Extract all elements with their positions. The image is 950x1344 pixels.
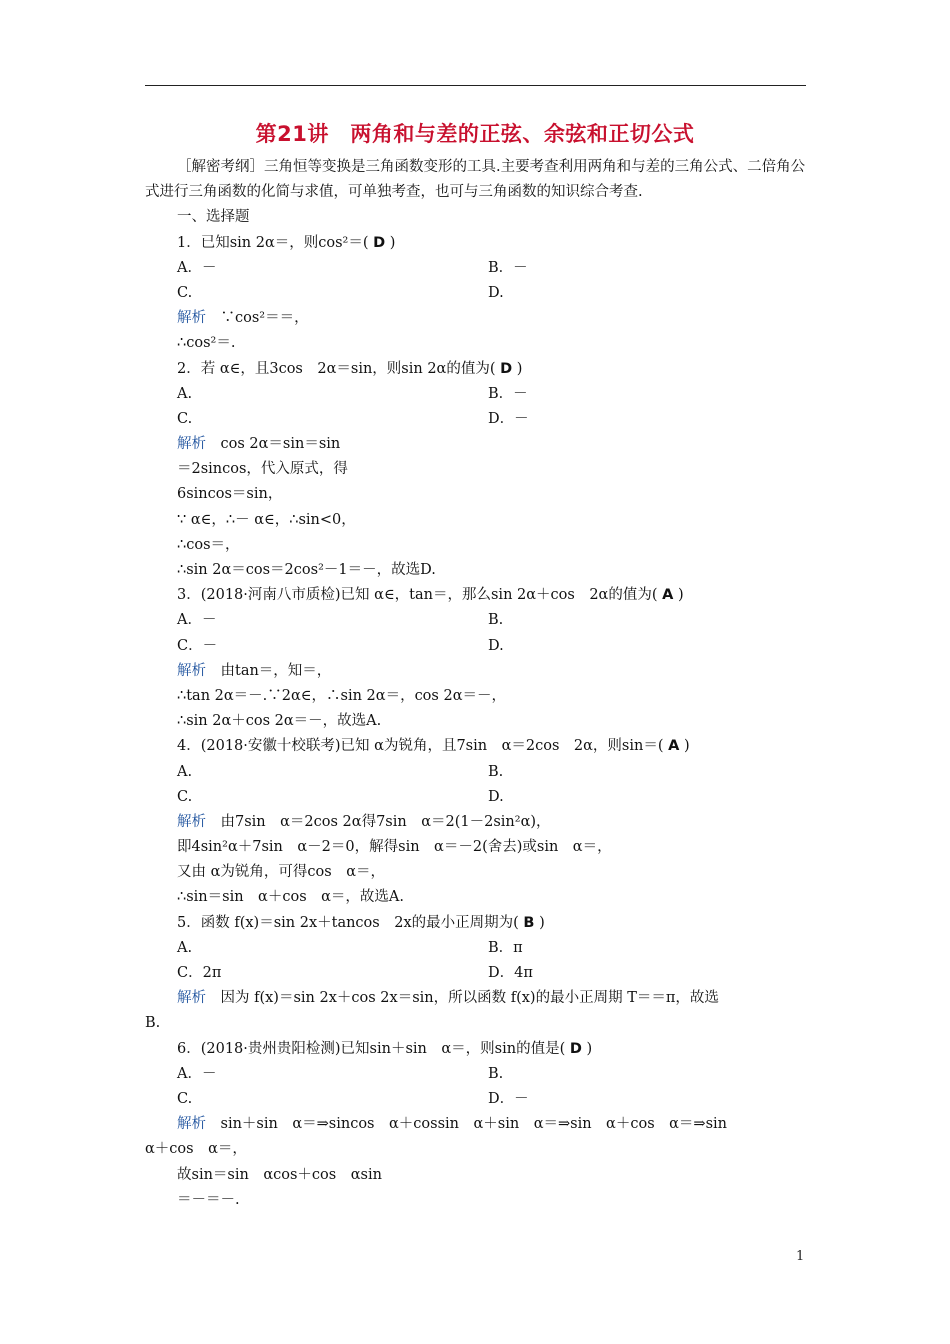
question-4-options-cd	[145, 785, 807, 810]
option-b: B.	[488, 1065, 504, 1082]
page-title: 第21讲 两角和与差的正弦、余弦和正切公式	[255, 122, 695, 146]
question-5-stem: 5．函数 f(x)＝sin 2x＋tancos 2x的最小正周期为( B )	[177, 914, 545, 931]
option-d: D．－	[488, 410, 529, 427]
option-d: D．－	[488, 1090, 529, 1107]
solution-line: 即4sin²α＋7sin α－2＝0，解得sin α＝－2(舍去)或sin α＝，	[177, 839, 612, 856]
question-3-stem: 3．(2018·河南八市质检)已知 α∈，tan＝，那么sin 2α＋cos 2α的值为( A )	[177, 587, 684, 604]
solution-line: ∴cos²＝.	[177, 335, 236, 352]
question-1-solution: 解析 ∵cos²＝＝，	[177, 310, 309, 327]
solution-tag: 解析	[177, 813, 206, 830]
question-3-options-ab	[145, 608, 807, 633]
question-5-options-cd	[145, 961, 807, 986]
solution-line: ∴sin＝sin α＋cos α＝，故选A.	[177, 889, 405, 906]
solution-line: ∴sin 2α＋cos 2α＝－，故选A.	[177, 713, 382, 730]
question-4-options-ab	[145, 760, 807, 785]
question-2-solution: 解析 cos 2α＝sin＝sin	[177, 436, 341, 453]
option-c: C．2π	[177, 965, 222, 982]
question-6-stem: 6．(2018·贵州贵阳检测)已知sin＋sin α＝，则sin的值是( D )	[177, 1040, 593, 1057]
solution-line: ＝－＝－.	[177, 1191, 240, 1208]
option-a: A.	[177, 939, 193, 956]
question-1-stem: 1．已知sin 2α＝，则cos²＝( D )	[177, 234, 396, 251]
option-b: B．－	[488, 259, 528, 276]
question-2-options-cd	[145, 407, 807, 432]
question-1-options-cd	[145, 281, 807, 306]
solution-line: ∴cos＝，	[177, 536, 240, 553]
header-rule	[145, 85, 806, 86]
option-c: C．－	[177, 637, 218, 654]
question-4-solution: 解析 由7sin α＝2cos 2α得7sin α＝2(1－2sin²α)，	[177, 813, 551, 830]
option-a: A.	[177, 385, 193, 402]
option-c: C.	[177, 284, 193, 301]
option-b: B.	[488, 763, 504, 780]
solution-line: B.	[145, 1015, 161, 1032]
option-d: D.	[488, 284, 504, 301]
solution-line: ∴tan 2α＝－.∵2α∈，∴sin 2α＝，cos 2α＝－，	[177, 687, 506, 704]
question-1-options-ab	[145, 256, 807, 281]
solution-tag: 解析	[177, 662, 206, 679]
solution-line: ∴sin 2α＝cos＝2cos²－1＝－，故选D.	[177, 562, 436, 579]
option-d: D.	[488, 637, 504, 654]
option-b: B．π	[488, 939, 523, 956]
question-2-stem: 2．若 α∈，且3cos 2α＝sin，则sin 2α的值为( D )	[177, 360, 523, 377]
question-6-solution: 解析 sin＋sin α＝⇒sincos α＋cossin α＋sin α＝⇒sin α＋cos α＝⇒sin	[177, 1116, 727, 1133]
question-2-options-ab	[145, 382, 807, 407]
question-3-solution: 解析 由tan＝，知＝，	[177, 662, 332, 679]
question-3-options-cd	[145, 634, 807, 659]
question-6-answer: D	[569, 1040, 582, 1057]
solution-tag: 解析	[177, 310, 206, 327]
question-6-options-cd	[145, 1087, 807, 1112]
question-6-options-ab	[145, 1062, 807, 1087]
question-2-answer: D	[500, 360, 513, 377]
solution-tag: 解析	[177, 1116, 206, 1133]
page-number: 1	[796, 1249, 805, 1264]
question-3-answer: A	[662, 587, 674, 604]
solution-tag: 解析	[177, 436, 206, 453]
question-5-answer: B	[523, 914, 535, 931]
option-c: C.	[177, 788, 193, 805]
option-d: D.	[488, 788, 504, 805]
option-c: C.	[177, 410, 193, 427]
question-4-answer: A	[668, 738, 680, 755]
option-b: B.	[488, 612, 504, 629]
solution-line: ∵ α∈，∴－ α∈，∴sin<0，	[177, 511, 356, 528]
solution-line: α＋cos α＝，	[145, 1141, 247, 1158]
document-body	[145, 155, 807, 1213]
intro-paragraph: ［解密考纲］三角恒等变换是三角函数变形的工具.主要考查利用两角和与差的三角公式、二倍角公式进行三角函数的化简与求值，可单独考查，也可与三角函数的知识综合考查.	[145, 159, 806, 201]
question-5-options-ab	[145, 936, 807, 961]
question-1-answer: D	[373, 234, 386, 251]
solution-line: 又由 α为锐角，可得cos α＝，	[177, 864, 385, 881]
option-a: A.	[177, 763, 193, 780]
option-c: C.	[177, 1090, 193, 1107]
solution-line: 故sin＝sin αcos＋cos αsin	[177, 1166, 382, 1183]
section-heading: 一、选择题	[177, 209, 250, 226]
solution-tag: 解析	[177, 990, 206, 1007]
option-a: A．－	[177, 259, 217, 276]
solution-line: 6sincos＝sin，	[177, 486, 283, 503]
solution-line: ＝2sincos，代入原式，得	[177, 461, 348, 478]
question-4-stem: 4．(2018·安徽十校联考)已知 α为锐角，且7sin α＝2cos 2α，则sin＝( A )	[177, 738, 690, 755]
option-a: A．－	[177, 1065, 217, 1082]
option-d: D．4π	[488, 965, 533, 982]
option-a: A．－	[177, 612, 217, 629]
option-b: B．－	[488, 385, 528, 402]
question-5-solution: 解析 因为 f(x)＝sin 2x＋cos 2x＝sin，所以函数 f(x)的最小正周期 T＝＝π，故选	[177, 990, 719, 1007]
